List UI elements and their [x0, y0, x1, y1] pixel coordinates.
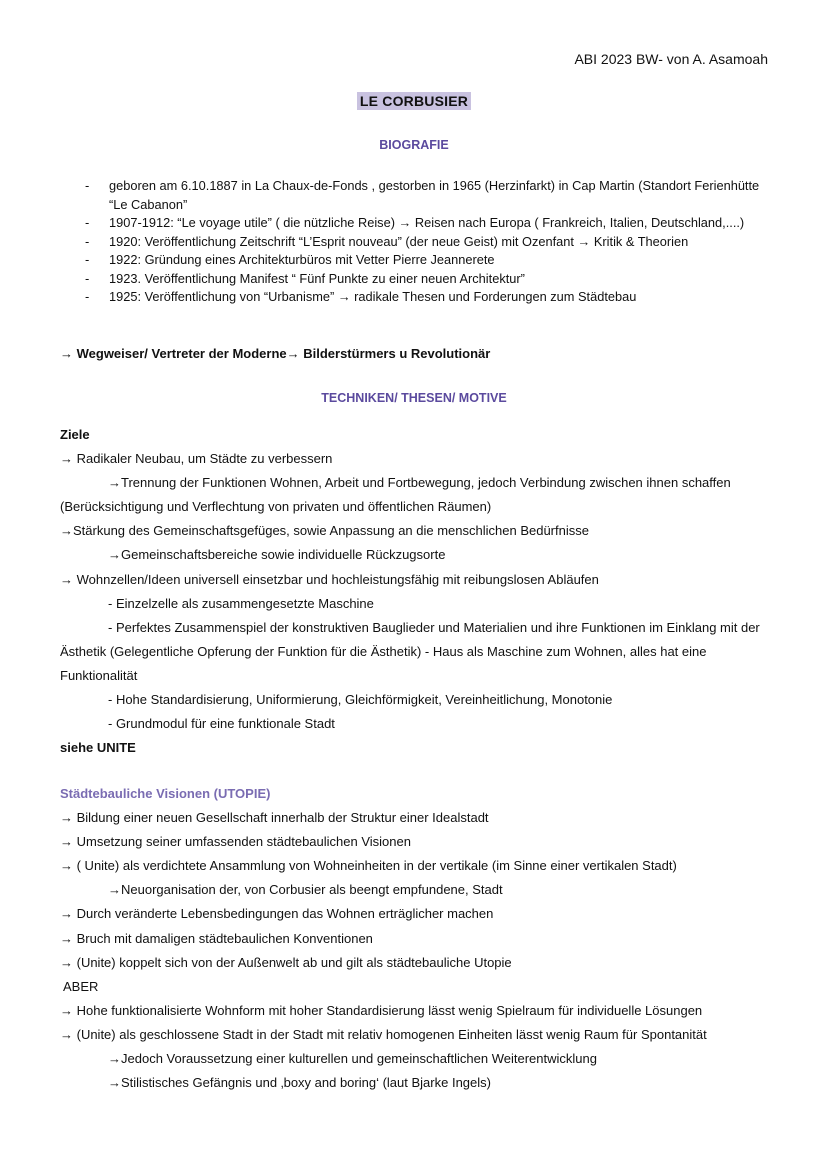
- ziele-label: Ziele: [60, 427, 90, 442]
- text-line: → Radikaler Neubau, um Städte zu verbessern: [60, 451, 333, 467]
- page-title: LE CORBUSIER: [357, 92, 471, 110]
- text-line: → Wohnzellen/Ideen universell einsetzbar und hochleistungsfähig mit reibungslosen Abläufen: [60, 571, 599, 587]
- text-line: →Jedoch Voraussetzung einer kulturellen und gemeinschaftlichen Weiterentwicklung: [108, 1051, 597, 1067]
- text-line: - Hohe Standardisierung, Uniformierung, Gleichförmigkeit, Vereinheitlichung, Monotonie: [108, 692, 613, 708]
- techniken-block: [60, 423, 770, 760]
- text-line: → Hohe funktionalisierte Wohnform mit hoher Standardisierung lässt wenig Spielraum für individuelle Lösungen: [60, 1002, 703, 1018]
- visionen-heading: Städtebauliche Visionen (UTOPIE): [60, 786, 271, 801]
- title-wrap: [0, 92, 828, 110]
- siehe-unite: siehe UNITE: [60, 740, 136, 756]
- text-line: → (Unite) als geschlossene Stadt in der Stadt mit relativ homogenen Einheiten lässt wenig Raum für Spontanität: [60, 1026, 707, 1042]
- text-line: → Umsetzung seiner umfassenden städtebaulichen Visionen: [60, 834, 411, 850]
- text-line: - Perfektes Zusammenspiel der konstruktiven Bauglieder und Materialien und ihre Funktionen im Einklang mit der Ästhetik (Gelegentliche Opferung der Funktion für die Ästhetik) - Haus als Maschine zum Wohnen, alles hat eine Funktionalität: [60, 619, 760, 683]
- text-line: - Grundmodul für eine funktionale Stadt: [108, 716, 335, 732]
- text-line: → (Unite) koppelt sich von der Außenwelt ab und gilt als städtebauliche Utopie: [60, 954, 512, 970]
- list-item: - 1922: Gründung eines Architekturbüros mit Vetter Pierre Jeannerete: [85, 252, 495, 267]
- visionen-block: [60, 782, 770, 1095]
- text-line: →Stilistisches Gefängnis und ‚boxy and boring‘ (laut Bjarke Ingels): [108, 1075, 491, 1091]
- list-item: - 1925: Veröffentlichung von “Urbanisme” → radikale Thesen und Forderungen zum Städtebau: [85, 289, 637, 304]
- list-item: - 1907-1912: “Le voyage utile” ( die nützliche Reise) → Reisen nach Europa ( Frankreich, Italien, Deutschland,....): [85, 215, 745, 230]
- list-item: - 1923. Veröffentlichung Manifest “ Fünf Punkte zu einer neuen Architektur”: [85, 270, 525, 286]
- biografie-summary: → Wegweiser/ Vertreter der Moderne→ Bilderstürmers u Revolutionär: [60, 346, 491, 361]
- text-line: → Durch veränderte Lebensbedingungen das Wohnen erträglicher machen: [60, 906, 494, 922]
- text-line: → Bruch mit damaligen städtebaulichen Konventionen: [60, 930, 373, 946]
- text-line: → Bildung einer neuen Gesellschaft innerhalb der Struktur einer Idealstadt: [60, 810, 489, 826]
- list-item: - 1920: Veröffentlichung Zeitschrift “L’Esprit nouveau” (der neue Geist) mit Ozenfant → Kritik & Theorien: [85, 233, 689, 249]
- text-line: →Neuorganisation der, von Corbusier als beengt empfundene, Stadt: [108, 882, 503, 898]
- techniken-heading: TECHNIKEN/ THESEN/ MOTIVE: [321, 391, 507, 405]
- text-line: →Gemeinschaftsbereiche sowie individuelle Rückzugsorte: [108, 547, 446, 563]
- aber-label: ABER: [63, 978, 99, 994]
- text-line: →Stärkung des Gemeinschaftsgefüges, sowie Anpassung an die menschlichen Bedürfnisse: [60, 523, 589, 539]
- biografie-heading: BIOGRAFIE: [379, 138, 449, 152]
- text-line: →Trennung der Funktionen Wohnen, Arbeit und Fortbewegung, jedoch Verbindung zwischen ihnen schaffen (Berücksichtigung und Verflechtung von privaten und öffentlichen Räumen): [60, 475, 731, 515]
- text-line: → ( Unite) als verdichtete Ansammlung von Wohneinheiten in der vertikale (im Sinne einer vertikalen Stadt): [60, 858, 677, 874]
- text-line: - Einzelzelle als zusammengesetzte Maschine: [108, 595, 374, 611]
- list-item: - geboren am 6.10.1887 in La Chaux-de-Fonds , gestorben in 1965 (Herzinfarkt) in Cap Martin (Standort Ferienhütte “Le Cabanon”: [85, 178, 760, 212]
- header-author: ABI 2023 BW- von A. Asamoah: [574, 51, 768, 67]
- biografie-list: [85, 177, 765, 307]
